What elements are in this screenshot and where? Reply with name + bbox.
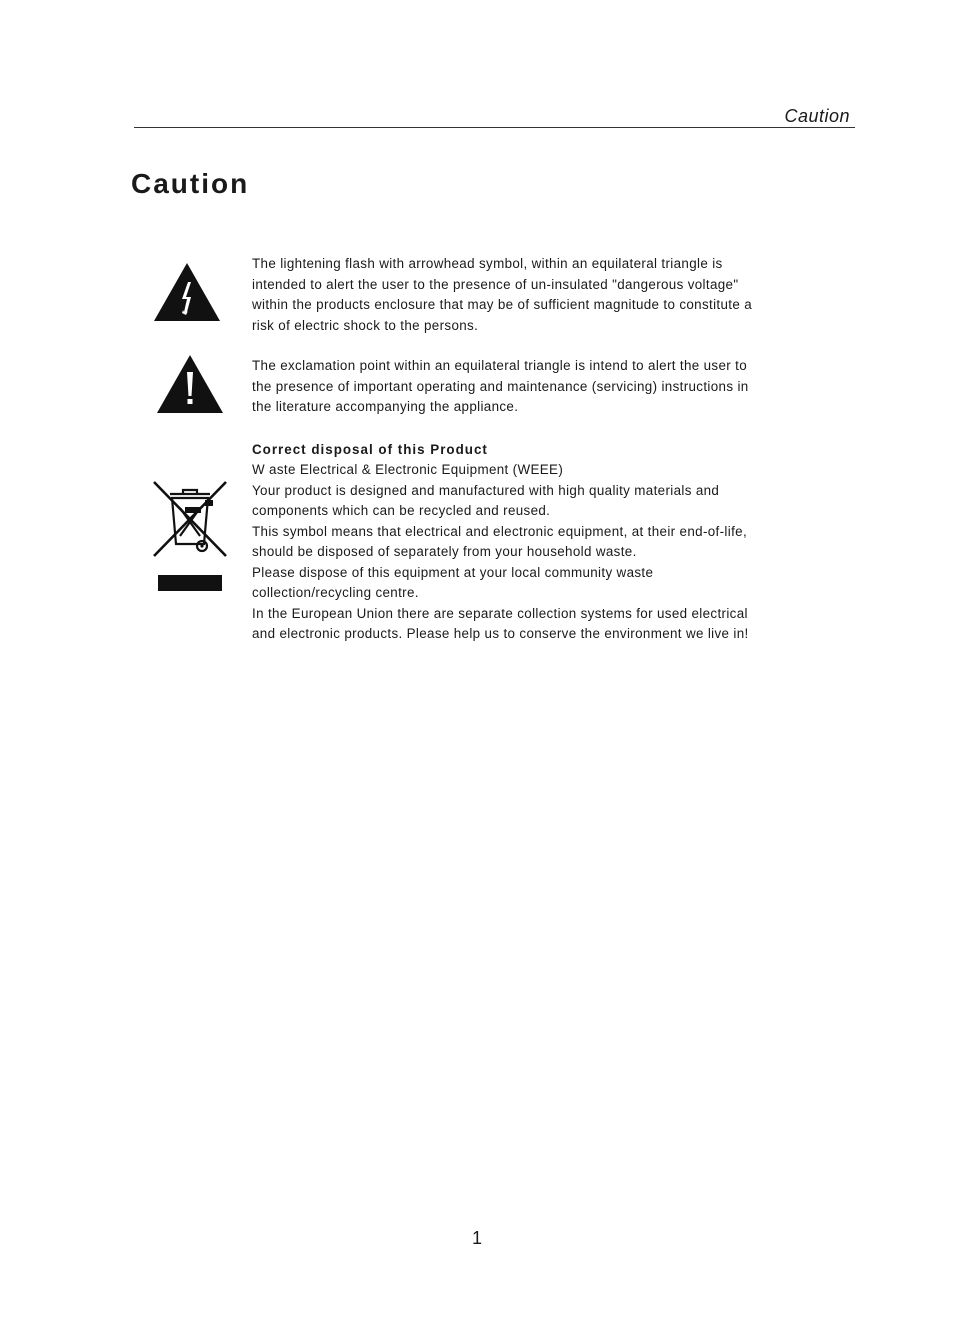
disposal-heading: Correct disposal of this Product: [252, 442, 488, 457]
lightning-triangle-icon: [153, 262, 221, 322]
header-rule: [134, 127, 855, 128]
exclamation-triangle-icon: [156, 354, 224, 414]
page-title: Caution: [131, 168, 250, 199]
running-header-title: Caution: [784, 106, 850, 126]
exclamation-warning-text: The exclamation point within an equilateral triangle is intend to alert the user to the presence of important operating and maintenance (servicing) instructions in the literature accompanying the appliance.: [252, 358, 749, 414]
electric-shock-warning-text: The lightening flash with arrowhead symbol, within an equilateral triangle is intended to alert the user to the presence of un-insulated "dangerous voltage" within the products enclosure that may be of sufficient magnitude to constitute a risk of electric shock to the persons.: [252, 256, 753, 333]
weee-black-bar: [158, 575, 222, 591]
disposal-text: W aste Electrical & Electronic Equipment (WEEE) Your product is designed and manufactured with high quality materials and components which can be recycled and reused. This symbol means that electrical and electronic equipment, at their end-of-life, should be disposed of separately from your household waste. Please dispose of this equipment at your local community waste collection/recycling centre. In the European Union there are separate collection systems for used electrical and electronic products. Please help us to conserve the environment we live in!: [252, 462, 749, 641]
page-number: 1: [471, 1228, 482, 1248]
crossed-out-wheelie-bin-icon: [150, 480, 230, 560]
